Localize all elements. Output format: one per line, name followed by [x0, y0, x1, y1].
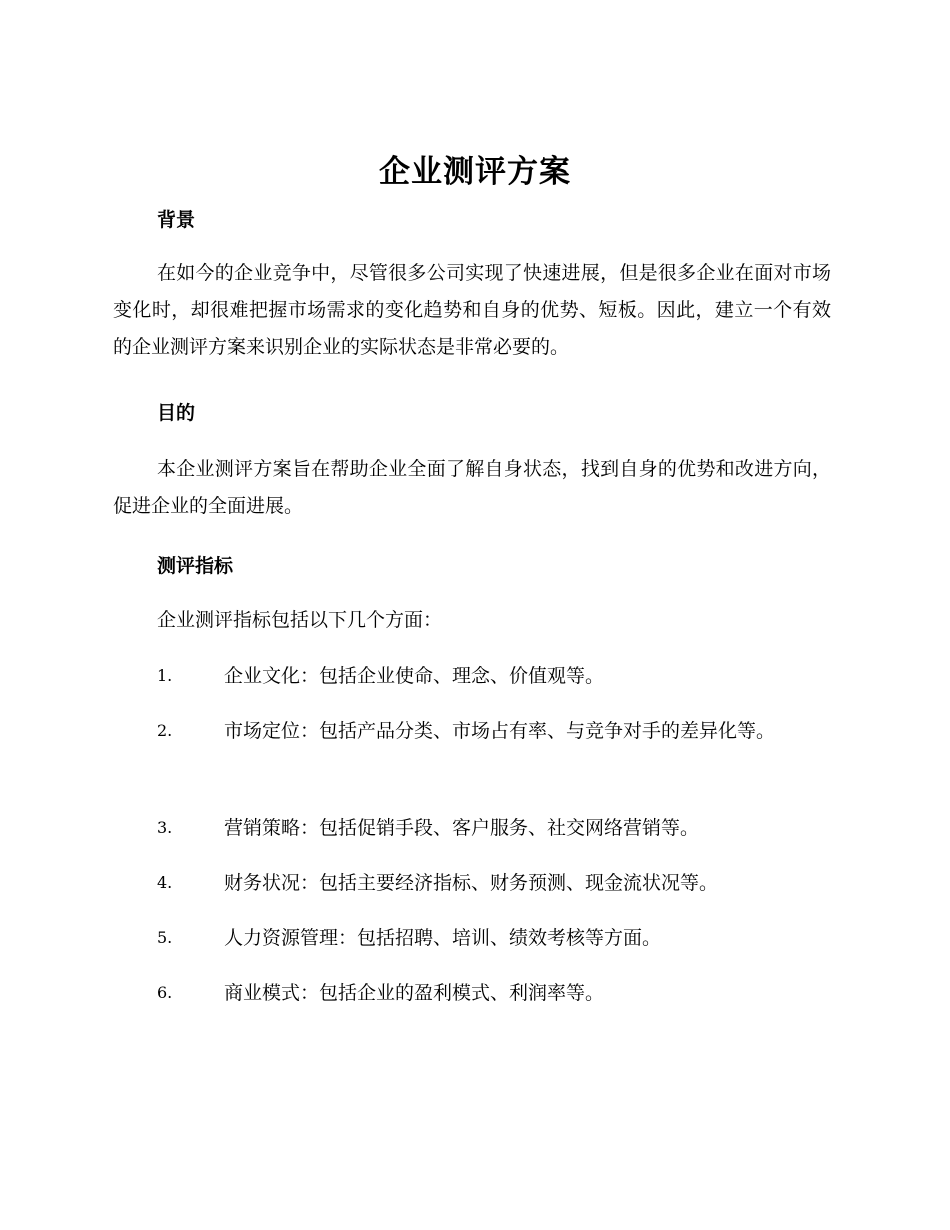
list-item — [113, 860, 831, 906]
purpose-paragraph: 本企业测评方案旨在帮助企业全面了解自身状态，找到自身的优势和改进方向，促进企业的全面进展。 — [113, 458, 831, 517]
section-heading-background: 背景 — [157, 209, 196, 231]
list-item — [113, 653, 831, 699]
list-item — [113, 970, 831, 1016]
list-item-number: 2. — [157, 721, 173, 740]
list-item-number: 4. — [157, 873, 173, 892]
list-item-text: 营销策略：包括促销手段、客户服务、社交网络营销等。 — [224, 817, 700, 839]
section-heading-indicators: 测评指标 — [157, 555, 234, 577]
list-item-text: 市场定位：包括产品分类、市场占有率、与竞争对手的差异化等。 — [224, 720, 776, 742]
section-heading-purpose: 目的 — [157, 402, 196, 424]
background-paragraph: 在如今的企业竞争中，尽管很多公司实现了快速进展，但是很多企业在面对市场变化时，却很难把握市场需求的变化趋势和自身的优势、短板。因此，建立一个有效的企业测评方案来识别企业的实际状态是非常必要的。 — [113, 262, 831, 358]
list-item-text: 人力资源管理：包括招聘、培训、绩效考核等方面。 — [224, 927, 662, 949]
list-item-number: 3. — [157, 818, 173, 837]
list-item-text: 企业文化：包括企业使命、理念、价值观等。 — [224, 665, 605, 687]
list-item-text: 财务状况：包括主要经济指标、财务预测、现金流状况等。 — [224, 872, 719, 894]
list-item-text: 商业模式：包括企业的盈利模式、利润率等。 — [224, 982, 605, 1004]
list-item-number: 5. — [157, 928, 173, 947]
indicators-intro: 企业测评指标包括以下几个方面： — [157, 609, 443, 631]
list-item-number: 6. — [157, 983, 173, 1002]
list-item — [113, 708, 831, 754]
list-item — [113, 805, 831, 851]
list-item-number: 1. — [157, 666, 173, 685]
document-title: 企业测评方案 — [379, 154, 571, 190]
list-item — [113, 915, 831, 961]
